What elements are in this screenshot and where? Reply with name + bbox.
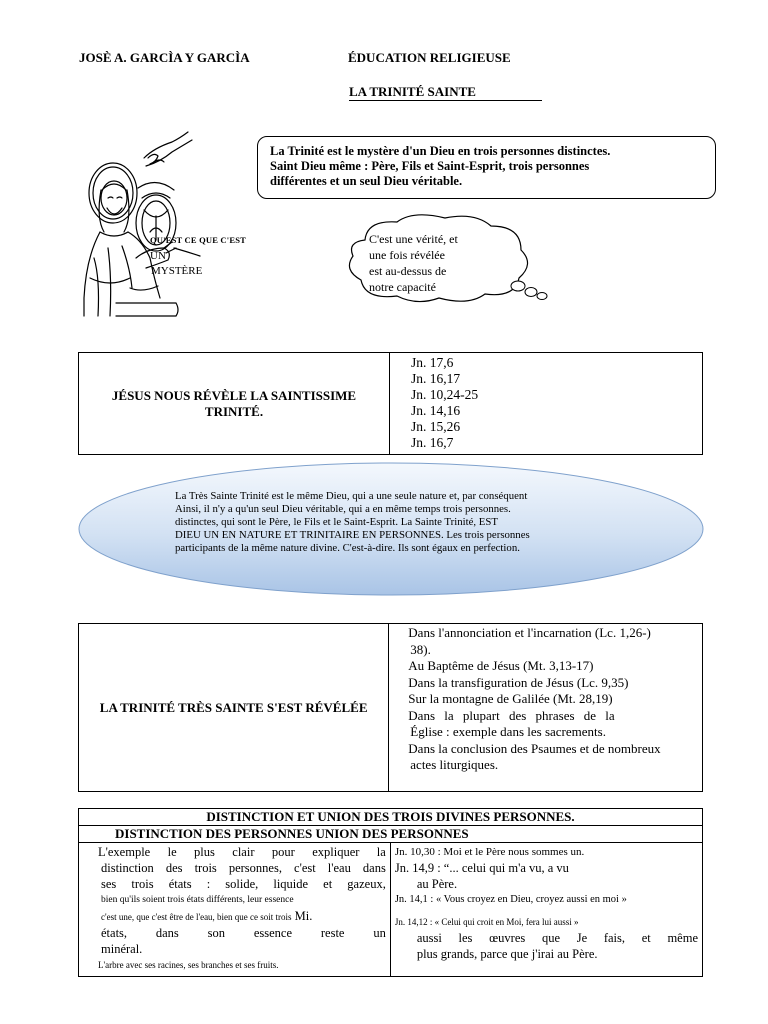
ellipse-line-3: distinctes, qui sont le Père, le Fils et le Saint-Esprit. La Sainte Trinité, EST — [175, 516, 498, 528]
ellipse-line-1: La Très Sainte Trinité est le même Dieu, qui a une seule nature et, par conséquent — [175, 490, 528, 502]
list-item: Sur la montagne de Galilée (Mt. 28,19) — [408, 691, 613, 706]
right-line-6: aussi les œuvres que Je fais, et même — [416, 931, 698, 945]
left-line-1: L'exemple le plus clair pour expliquer la — [98, 845, 386, 859]
left-line-6: états, dans son essence reste un — [101, 926, 386, 940]
intro-line-3: différentes et un seul Dieu véritable. — [270, 174, 463, 188]
left-line-7: minéral. — [101, 942, 143, 956]
list-item: Au Baptême de Jésus (Mt. 3,13-17) — [408, 658, 594, 673]
revelation-heading: JÉSUS NOUS RÉVÈLE LA SAINTISSIME TRINITÉ. — [111, 387, 357, 419]
ellipse-line-4: DIEU UN EN NATURE ET TRINITAIRE EN PERSONNES. Les trois personnes — [175, 529, 530, 541]
left-line-4: bien qu'ils soient trois états différents, leur essence — [101, 895, 294, 905]
intro-line-2: Saint Dieu même : Père, Fils et Saint-Esprit, trois personnes — [270, 159, 590, 173]
distinction-subtitle: DISTINCTION DES PERSONNES UNION DES PERSONNES — [79, 826, 703, 843]
revelation-table — [78, 352, 703, 455]
right-line-7: plus grands, parce que j'irai au Père. — [416, 947, 598, 961]
list-item-cont: 38). — [410, 641, 431, 657]
revelation-heading-cell — [79, 353, 390, 455]
jesus-illustration — [80, 128, 260, 323]
ref-item: Jn. 17,6 — [411, 355, 454, 370]
ref-item: Jn. 10,24-25 — [411, 387, 479, 402]
right-line-4: Jn. 14,1 : « Vous croyez en Dieu, croyez aussi en moi » — [394, 894, 627, 905]
list-item-cont: actes liturgiques. — [410, 757, 499, 772]
left-line-2: distinction des trois personnes, c'est l'eau dans — [101, 861, 386, 875]
illustration-question: QU'EST CE QUE C'EST — [150, 235, 246, 245]
distinction-table — [78, 808, 703, 977]
right-line-3: au Père. — [416, 877, 458, 891]
ref-item: Jn. 16,17 — [411, 371, 461, 386]
illustration-answer-2: MYSTÈRE — [151, 265, 203, 277]
left-line-8: L'arbre avec ses racines, ses branches et ses fruits. — [98, 960, 279, 970]
illustration-answer-1: UN — [150, 250, 166, 262]
list-item-cont: Église : exemple dans les sacrements. — [410, 724, 606, 739]
right-line-2: Jn. 14,9 : “... celui qui m'a vu, a vu — [394, 861, 569, 875]
revelation-refs — [390, 353, 702, 451]
distinction-left-cell — [79, 843, 391, 977]
revealed-list-cell — [389, 624, 703, 792]
page-title: LA TRINITÉ SAINTE — [349, 84, 542, 101]
list-item: Dans la conclusion des Psaumes et de nombreux — [408, 740, 661, 756]
revealed-list — [389, 624, 702, 774]
distinction-right-cell — [390, 843, 702, 977]
right-line-1: Jn. 10,30 : Moi et le Père nous sommes un. — [394, 846, 585, 858]
ref-item: Jn. 14,16 — [411, 403, 461, 418]
cloud-line-3: est au-dessus de — [369, 264, 447, 278]
right-line-5: Jn. 14,12 : « Celui qui croit en Moi, fera lui aussi » — [394, 917, 579, 927]
list-item: Dans la plupart des phrases de la — [408, 707, 615, 723]
revealed-table — [78, 623, 703, 792]
ref-item: Jn. 16,7 — [411, 435, 454, 450]
ellipse-line-5: participants de la même nature divine. C'est-à-dire. Ils sont égaux en perfection. — [175, 542, 520, 554]
intro-line-1: La Trinité est le mystère d'un Dieu en trois personnes distinctes. — [270, 144, 611, 158]
cloud-line-4: notre capacité — [369, 280, 436, 294]
revelation-refs-cell — [390, 353, 703, 455]
ref-item: Jn. 15,26 — [411, 419, 461, 434]
cloud-line-1: C'est une vérité, et — [369, 232, 458, 246]
intro-bubble — [257, 136, 716, 199]
distinction-title: DISTINCTION ET UNION DES TROIS DIVINES PERSONNES. — [79, 809, 703, 826]
subject-title: ÉDUCATION RELIGIEUSE — [348, 50, 511, 65]
left-line-3: ses trois états : solide, liquide et gazeux, — [101, 877, 386, 891]
ellipse-line-2: Ainsi, il n'y a qu'un seul Dieu véritable, qui a en même temps trois personnes. — [175, 503, 511, 515]
author-name: JOSÈ A. GARCÌA Y GARCÌA — [79, 50, 250, 65]
cloud-line-2: une fois révélée — [369, 248, 445, 262]
left-line-5: c'est une, que c'est être de l'eau, bien que ce soit trois Mi. — [101, 909, 313, 923]
list-item: Dans l'annonciation et l'incarnation (Lc. 1,26-) — [408, 625, 651, 640]
revealed-heading-cell — [79, 624, 389, 792]
ellipse-text — [175, 490, 530, 555]
list-item: Dans la transfiguration de Jésus (Lc. 9,35) — [408, 674, 629, 690]
cloud-text — [369, 231, 458, 295]
revealed-heading: LA TRINITÉ TRÈS SAINTE S'EST RÉVÉLÉE — [99, 699, 368, 715]
